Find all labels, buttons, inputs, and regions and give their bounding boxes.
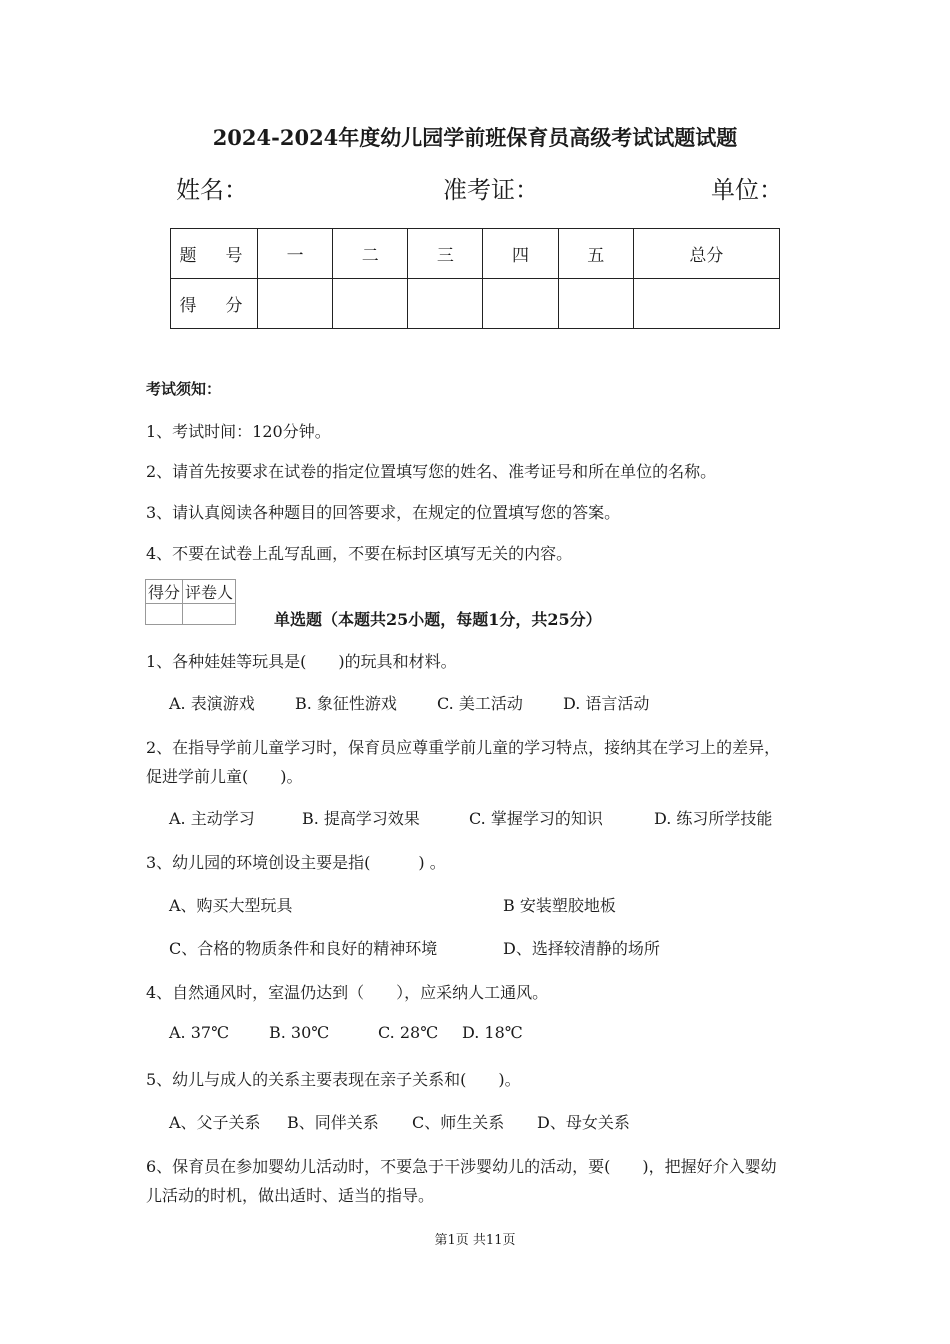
option-a: A、购买大型玩具 <box>169 896 293 915</box>
option-b: B、同伴关系 <box>287 1113 379 1132</box>
question-stem: 3、幼儿园的环境创设主要是指( ) 。 <box>146 853 446 872</box>
score-table-header-row <box>171 229 780 279</box>
notice-item: 4、不要在试卷上乱写乱画，不要在标封区填写无关的内容。 <box>146 544 573 563</box>
score-input-cell[interactable] <box>633 279 779 329</box>
option-b: B. 提高学习效果 <box>302 809 420 828</box>
score-table-cell: 三 <box>408 229 483 279</box>
question-stem: 4、自然通风时，室温仍达到（ ），应采纳人工通风。 <box>146 983 549 1002</box>
exam-id-field-label: 准考证： <box>443 176 539 204</box>
option-d: D、母女关系 <box>537 1113 630 1132</box>
page-footer: 第1页 共11页 <box>434 1233 516 1248</box>
score-table-cell: 总分 <box>633 229 779 279</box>
notice-item: 2、请首先按要求在试卷的指定位置填写您的姓名、准考证号和所在单位的名称。 <box>146 462 717 481</box>
score-input-cell[interactable] <box>483 279 558 329</box>
question-stem-continued: 儿活动的时机，做出适时、适当的指导。 <box>146 1186 435 1205</box>
option-b: B. 象征性游戏 <box>295 694 397 713</box>
notice-heading: 考试须知： <box>146 380 222 398</box>
grader-reviewer-cell[interactable] <box>183 604 236 625</box>
grader-score-label: 得分 <box>146 580 183 604</box>
section-title: 单选题（本题共25小题，每题1分，共25分） <box>274 610 602 629</box>
option-a: A. 主动学习 <box>169 809 255 828</box>
option-a: A. 表演游戏 <box>169 694 255 713</box>
score-table <box>170 228 780 329</box>
question-stem-continued: 促进学前儿童( )。 <box>146 767 303 786</box>
score-input-cell[interactable] <box>258 279 333 329</box>
unit-field-label: 单位： <box>711 176 783 204</box>
question-stem: 5、幼儿与成人的关系主要表现在亲子关系和( )。 <box>146 1070 521 1089</box>
option-b: B. 30℃ <box>269 1023 330 1042</box>
grader-box <box>145 579 236 625</box>
score-table-cell: 二 <box>333 229 408 279</box>
score-input-cell[interactable] <box>408 279 483 329</box>
option-c: C. 掌握学习的知识 <box>469 809 603 828</box>
score-input-cell[interactable] <box>558 279 633 329</box>
question-stem: 6、保育员在参加婴幼儿活动时，不要急于干涉婴幼儿的活动，要( )，把握好介入婴幼 <box>146 1157 777 1176</box>
option-a: A、父子关系 <box>169 1113 261 1132</box>
score-table-cell: 五 <box>558 229 633 279</box>
option-c: C. 28℃ <box>378 1023 439 1042</box>
option-d: D. 语言活动 <box>563 694 650 713</box>
option-d: D. 18℃ <box>462 1023 523 1042</box>
option-d: D. 练习所学技能 <box>654 809 773 828</box>
question-stem: 1、各种娃娃等玩具是( )的玩具和材料。 <box>146 652 457 671</box>
grader-reviewer-label: 评卷人 <box>183 580 236 604</box>
name-field-label: 姓名： <box>176 176 248 204</box>
score-table-score-row <box>171 279 780 329</box>
score-row-label: 得 分 <box>171 279 258 329</box>
score-table-cell: 题 号 <box>171 229 258 279</box>
option-c: C. 美工活动 <box>437 694 523 713</box>
option-d: D、选择较清静的场所 <box>503 939 660 958</box>
score-table-cell: 一 <box>258 229 333 279</box>
document-title: 2024-2024年度幼儿园学前班保育员高级考试试题试题 <box>212 125 738 150</box>
option-c: C、合格的物质条件和良好的精神环境 <box>169 939 438 958</box>
option-a: A. 37℃ <box>169 1023 229 1042</box>
score-input-cell[interactable] <box>333 279 408 329</box>
score-table-cell: 四 <box>483 229 558 279</box>
option-c: C、师生关系 <box>412 1113 505 1132</box>
notice-item: 1、考试时间：120分钟。 <box>146 422 331 441</box>
question-stem: 2、在指导学前儿童学习时，保育员应尊重学前儿童的学习特点，接纳其在学习上的差异， <box>146 738 781 757</box>
notice-item: 3、请认真阅读各种题目的回答要求，在规定的位置填写您的答案。 <box>146 503 621 522</box>
grader-score-cell[interactable] <box>146 604 183 625</box>
option-b: B 安装塑胶地板 <box>503 896 616 915</box>
